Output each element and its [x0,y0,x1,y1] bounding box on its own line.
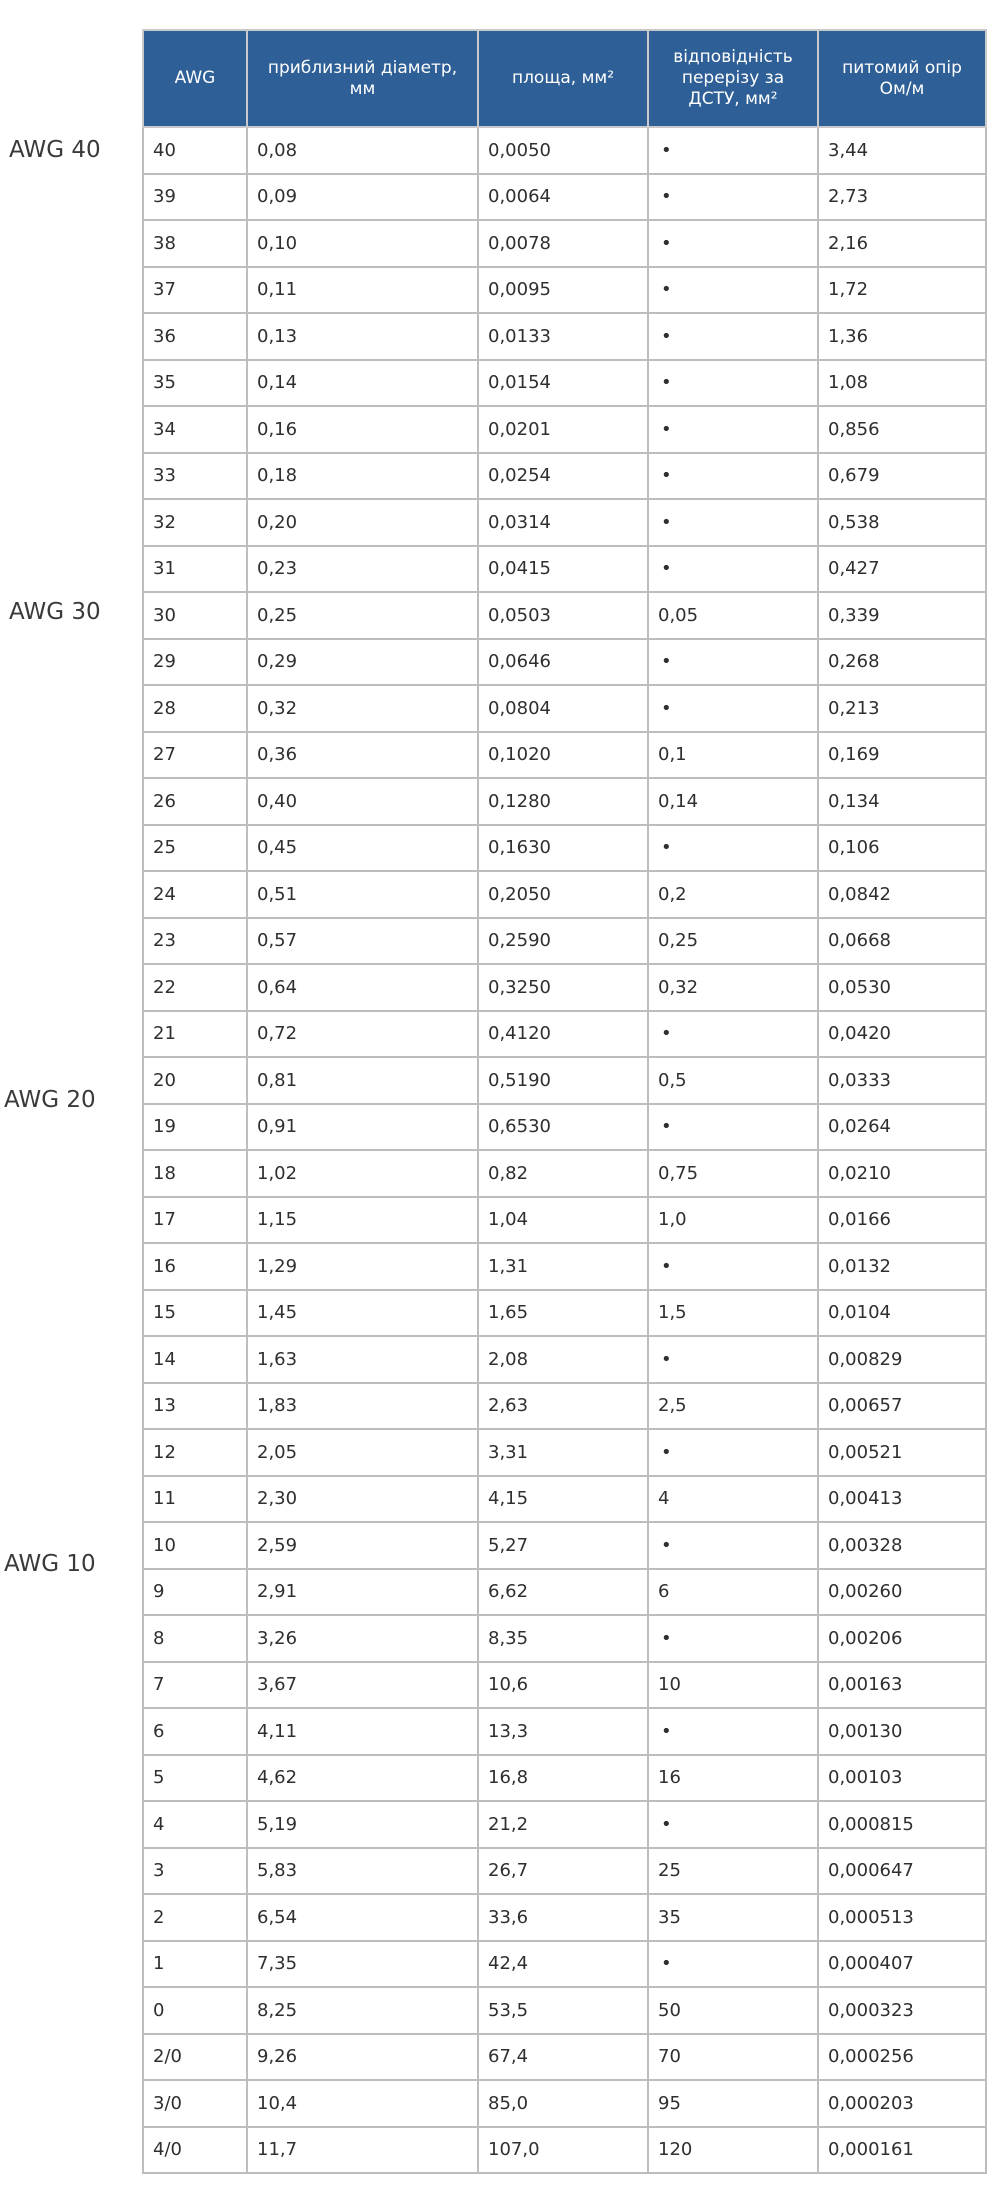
cell-dstu-section: 25 [648,1848,818,1895]
cell-dstu-section: 1,5 [648,1290,818,1337]
table-row [143,732,986,779]
cell-diameter: 1,15 [247,1197,478,1244]
cell-area: 1,31 [478,1243,648,1290]
table-row [143,546,986,593]
cell-awg: 16 [143,1243,247,1290]
cell-resistance: 0,0132 [818,1243,986,1290]
cell-dstu-section: • [648,406,818,453]
header-row [143,30,986,127]
cell-dstu-section: 4 [648,1476,818,1523]
cell-diameter: 1,29 [247,1243,478,1290]
cell-awg: 2/0 [143,2034,247,2081]
cell-resistance: 0,000203 [818,2080,986,2127]
table-row [143,1429,986,1476]
cell-area: 13,3 [478,1708,648,1755]
table-row [143,778,986,825]
cell-diameter: 0,51 [247,871,478,918]
cell-resistance: 0,00206 [818,1615,986,1662]
cell-resistance: 0,0333 [818,1057,986,1104]
cell-dstu-section: 2,5 [648,1383,818,1430]
cell-dstu-section: 6 [648,1569,818,1616]
table-row [143,1243,986,1290]
cell-resistance: 0,106 [818,825,986,872]
cell-area: 0,0050 [478,127,648,174]
cell-area: 0,0133 [478,313,648,360]
cell-awg: 21 [143,1011,247,1058]
header-dstu-section: відповідність перерізу за ДСТУ, мм² [648,30,818,127]
cell-dstu-section: 0,5 [648,1057,818,1104]
cell-awg: 14 [143,1336,247,1383]
cell-diameter: 3,26 [247,1615,478,1662]
cell-dstu-section: • [648,1522,818,1569]
cell-awg: 2 [143,1894,247,1941]
table-row [143,1708,986,1755]
cell-diameter: 0,14 [247,360,478,407]
cell-awg: 27 [143,732,247,779]
cell-resistance: 0,000323 [818,1987,986,2034]
cell-resistance: 0,0104 [818,1290,986,1337]
cell-awg: 35 [143,360,247,407]
cell-resistance: 0,00521 [818,1429,986,1476]
table-header [143,30,986,127]
table-row [143,918,986,965]
cell-dstu-section: • [648,1708,818,1755]
cell-dstu-section: 0,14 [648,778,818,825]
cell-area: 0,0415 [478,546,648,593]
cell-dstu-section: • [648,127,818,174]
table-row [143,1615,986,1662]
cell-diameter: 0,09 [247,174,478,221]
cell-dstu-section: 50 [648,1987,818,2034]
cell-area: 0,6530 [478,1104,648,1151]
cell-awg: 7 [143,1662,247,1709]
cell-dstu-section: 35 [648,1894,818,1941]
cell-resistance: 0,0420 [818,1011,986,1058]
cell-dstu-section: 0,2 [648,871,818,918]
table-body [143,127,986,2173]
cell-diameter: 10,4 [247,2080,478,2127]
cell-area: 0,1280 [478,778,648,825]
cell-resistance: 0,00130 [818,1708,986,1755]
cell-resistance: 0,169 [818,732,986,779]
cell-area: 0,0503 [478,592,648,639]
cell-area: 0,0154 [478,360,648,407]
cell-diameter: 0,57 [247,918,478,965]
cell-resistance: 2,16 [818,220,986,267]
cell-awg: 36 [143,313,247,360]
cell-resistance: 0,679 [818,453,986,500]
cell-dstu-section: • [648,685,818,732]
cell-resistance: 3,44 [818,127,986,174]
cell-area: 21,2 [478,1801,648,1848]
cell-area: 107,0 [478,2127,648,2174]
cell-area: 5,27 [478,1522,648,1569]
cell-area: 10,6 [478,1662,648,1709]
cell-resistance: 0,000407 [818,1941,986,1988]
table-row [143,499,986,546]
cell-dstu-section: 95 [648,2080,818,2127]
cell-awg: 22 [143,964,247,1011]
cell-dstu-section: 70 [648,2034,818,2081]
cell-diameter: 0,29 [247,639,478,686]
cell-area: 0,1630 [478,825,648,872]
header-diameter: приблизний діаметр, мм [247,30,478,127]
cell-diameter: 5,19 [247,1801,478,1848]
cell-area: 53,5 [478,1987,648,2034]
table-row [143,592,986,639]
cell-resistance: 0,000256 [818,2034,986,2081]
cell-diameter: 0,72 [247,1011,478,1058]
cell-resistance: 0,268 [818,639,986,686]
cell-dstu-section: • [648,1336,818,1383]
table-row [143,174,986,221]
cell-diameter: 0,32 [247,685,478,732]
cell-diameter: 5,83 [247,1848,478,1895]
side-label-awg-40: AWG 40 [9,137,101,163]
cell-dstu-section: • [648,360,818,407]
cell-awg: 4/0 [143,2127,247,2174]
table-row [143,1941,986,1988]
cell-dstu-section: • [648,220,818,267]
table-row [143,964,986,1011]
cell-diameter: 7,35 [247,1941,478,1988]
cell-diameter: 4,62 [247,1755,478,1802]
cell-dstu-section: • [648,639,818,686]
table-row [143,267,986,314]
cell-resistance: 0,00657 [818,1383,986,1430]
cell-dstu-section: 0,75 [648,1150,818,1197]
cell-resistance: 0,0166 [818,1197,986,1244]
cell-awg: 17 [143,1197,247,1244]
cell-dstu-section: • [648,453,818,500]
cell-resistance: 0,0264 [818,1104,986,1151]
cell-dstu-section: 120 [648,2127,818,2174]
table-row [143,1894,986,1941]
cell-area: 0,4120 [478,1011,648,1058]
cell-area: 0,0314 [478,499,648,546]
cell-dstu-section: 0,1 [648,732,818,779]
table-row [143,2080,986,2127]
cell-dstu-section: • [648,499,818,546]
cell-resistance: 0,000513 [818,1894,986,1941]
table-row [143,1987,986,2034]
cell-dstu-section: 0,05 [648,592,818,639]
cell-area: 16,8 [478,1755,648,1802]
cell-resistance: 1,08 [818,360,986,407]
cell-dstu-section: • [648,1941,818,1988]
cell-resistance: 0,134 [818,778,986,825]
cell-awg: 3 [143,1848,247,1895]
cell-resistance: 0,000647 [818,1848,986,1895]
cell-area: 67,4 [478,2034,648,2081]
cell-diameter: 1,45 [247,1290,478,1337]
table-row [143,360,986,407]
cell-awg: 26 [143,778,247,825]
cell-awg: 24 [143,871,247,918]
cell-area: 0,0095 [478,267,648,314]
awg-wire-table [142,29,987,2174]
cell-diameter: 9,26 [247,2034,478,2081]
cell-dstu-section: • [648,546,818,593]
cell-diameter: 0,20 [247,499,478,546]
cell-diameter: 0,08 [247,127,478,174]
table-row [143,1290,986,1337]
cell-resistance: 0,00163 [818,1662,986,1709]
table-row [143,2127,986,2174]
cell-area: 0,3250 [478,964,648,1011]
cell-awg: 0 [143,1987,247,2034]
cell-dstu-section: • [648,1104,818,1151]
cell-area: 0,0201 [478,406,648,453]
cell-awg: 38 [143,220,247,267]
cell-awg: 23 [143,918,247,965]
cell-diameter: 11,7 [247,2127,478,2174]
cell-diameter: 2,30 [247,1476,478,1523]
cell-diameter: 0,91 [247,1104,478,1151]
cell-diameter: 2,59 [247,1522,478,1569]
cell-awg: 4 [143,1801,247,1848]
cell-diameter: 0,23 [247,546,478,593]
cell-awg: 31 [143,546,247,593]
cell-diameter: 0,11 [247,267,478,314]
cell-awg: 29 [143,639,247,686]
table-row [143,1476,986,1523]
cell-awg: 12 [143,1429,247,1476]
cell-awg: 13 [143,1383,247,1430]
table-row [143,1755,986,1802]
cell-resistance: 0,0842 [818,871,986,918]
cell-diameter: 1,63 [247,1336,478,1383]
cell-dstu-section: • [648,825,818,872]
side-label-awg-10: AWG 10 [4,1551,96,1577]
cell-area: 0,0804 [478,685,648,732]
header-awg: AWG [143,30,247,127]
cell-awg: 32 [143,499,247,546]
cell-resistance: 0,00829 [818,1336,986,1383]
cell-area: 26,7 [478,1848,648,1895]
cell-diameter: 3,67 [247,1662,478,1709]
cell-resistance: 1,72 [818,267,986,314]
cell-resistance: 0,00328 [818,1522,986,1569]
cell-area: 0,0078 [478,220,648,267]
table-row [143,1383,986,1430]
cell-area: 85,0 [478,2080,648,2127]
cell-awg: 30 [143,592,247,639]
cell-dstu-section: • [648,1615,818,1662]
table-row [143,1336,986,1383]
cell-awg: 37 [143,267,247,314]
cell-diameter: 0,45 [247,825,478,872]
cell-awg: 19 [143,1104,247,1151]
table-row [143,871,986,918]
table-row [143,406,986,453]
cell-diameter: 0,10 [247,220,478,267]
cell-dstu-section: • [648,1011,818,1058]
cell-dstu-section: • [648,1429,818,1476]
cell-awg: 15 [143,1290,247,1337]
table-row [143,453,986,500]
cell-area: 1,04 [478,1197,648,1244]
cell-area: 2,63 [478,1383,648,1430]
cell-dstu-section: 10 [648,1662,818,1709]
cell-resistance: 0,00413 [818,1476,986,1523]
cell-area: 0,5190 [478,1057,648,1104]
table-row [143,220,986,267]
table-row [143,313,986,360]
table-row [143,2034,986,2081]
cell-awg: 25 [143,825,247,872]
cell-awg: 28 [143,685,247,732]
side-label-awg-30: AWG 30 [9,599,101,625]
table-row [143,825,986,872]
cell-diameter: 2,91 [247,1569,478,1616]
cell-area: 1,65 [478,1290,648,1337]
table-row [143,1801,986,1848]
table-row [143,1522,986,1569]
cell-diameter: 1,83 [247,1383,478,1430]
cell-resistance: 0,00103 [818,1755,986,1802]
cell-diameter: 6,54 [247,1894,478,1941]
cell-area: 4,15 [478,1476,648,1523]
cell-dstu-section: • [648,1243,818,1290]
table-row [143,639,986,686]
cell-awg: 18 [143,1150,247,1197]
cell-diameter: 4,11 [247,1708,478,1755]
cell-awg: 20 [143,1057,247,1104]
cell-resistance: 0,213 [818,685,986,732]
cell-resistance: 0,00260 [818,1569,986,1616]
cell-area: 0,0254 [478,453,648,500]
cell-diameter: 0,40 [247,778,478,825]
cell-dstu-section: 1,0 [648,1197,818,1244]
cell-diameter: 0,18 [247,453,478,500]
side-label-awg-20: AWG 20 [4,1087,96,1113]
cell-awg: 8 [143,1615,247,1662]
cell-dstu-section: 0,25 [648,918,818,965]
table-row [143,1011,986,1058]
table-row [143,1057,986,1104]
cell-awg: 39 [143,174,247,221]
table-row [143,1104,986,1151]
cell-area: 0,2050 [478,871,648,918]
cell-dstu-section: • [648,174,818,221]
cell-awg: 6 [143,1708,247,1755]
cell-dstu-section: • [648,1801,818,1848]
table-row [143,1150,986,1197]
cell-area: 0,1020 [478,732,648,779]
cell-resistance: 1,36 [818,313,986,360]
cell-dstu-section: • [648,267,818,314]
cell-diameter: 1,02 [247,1150,478,1197]
cell-resistance: 0,538 [818,499,986,546]
cell-resistance: 0,339 [818,592,986,639]
cell-awg: 11 [143,1476,247,1523]
cell-diameter: 8,25 [247,1987,478,2034]
cell-diameter: 0,13 [247,313,478,360]
table-row [143,127,986,174]
cell-diameter: 0,36 [247,732,478,779]
cell-dstu-section: 16 [648,1755,818,1802]
cell-diameter: 0,81 [247,1057,478,1104]
cell-awg: 9 [143,1569,247,1616]
table-row [143,1197,986,1244]
cell-diameter: 0,64 [247,964,478,1011]
cell-resistance: 0,427 [818,546,986,593]
cell-awg: 1 [143,1941,247,1988]
cell-awg: 40 [143,127,247,174]
cell-resistance: 0,0210 [818,1150,986,1197]
cell-area: 3,31 [478,1429,648,1476]
cell-area: 33,6 [478,1894,648,1941]
cell-resistance: 0,0530 [818,964,986,1011]
cell-area: 2,08 [478,1336,648,1383]
cell-resistance: 0,000161 [818,2127,986,2174]
cell-awg: 10 [143,1522,247,1569]
cell-awg: 5 [143,1755,247,1802]
cell-resistance: 0,000815 [818,1801,986,1848]
table-row [143,1569,986,1616]
cell-resistance: 2,73 [818,174,986,221]
cell-resistance: 0,856 [818,406,986,453]
cell-area: 0,2590 [478,918,648,965]
header-resistance: питомий опір Ом/м [818,30,986,127]
cell-diameter: 2,05 [247,1429,478,1476]
cell-dstu-section: • [648,313,818,360]
header-area: площа, мм² [478,30,648,127]
cell-awg: 33 [143,453,247,500]
cell-diameter: 0,25 [247,592,478,639]
cell-awg: 34 [143,406,247,453]
cell-diameter: 0,16 [247,406,478,453]
cell-resistance: 0,0668 [818,918,986,965]
cell-area: 6,62 [478,1569,648,1616]
cell-area: 0,0646 [478,639,648,686]
cell-area: 0,82 [478,1150,648,1197]
cell-dstu-section: 0,32 [648,964,818,1011]
table-row [143,1848,986,1895]
table-row [143,1662,986,1709]
table-row [143,685,986,732]
cell-area: 8,35 [478,1615,648,1662]
cell-area: 42,4 [478,1941,648,1988]
cell-area: 0,0064 [478,174,648,221]
cell-awg: 3/0 [143,2080,247,2127]
